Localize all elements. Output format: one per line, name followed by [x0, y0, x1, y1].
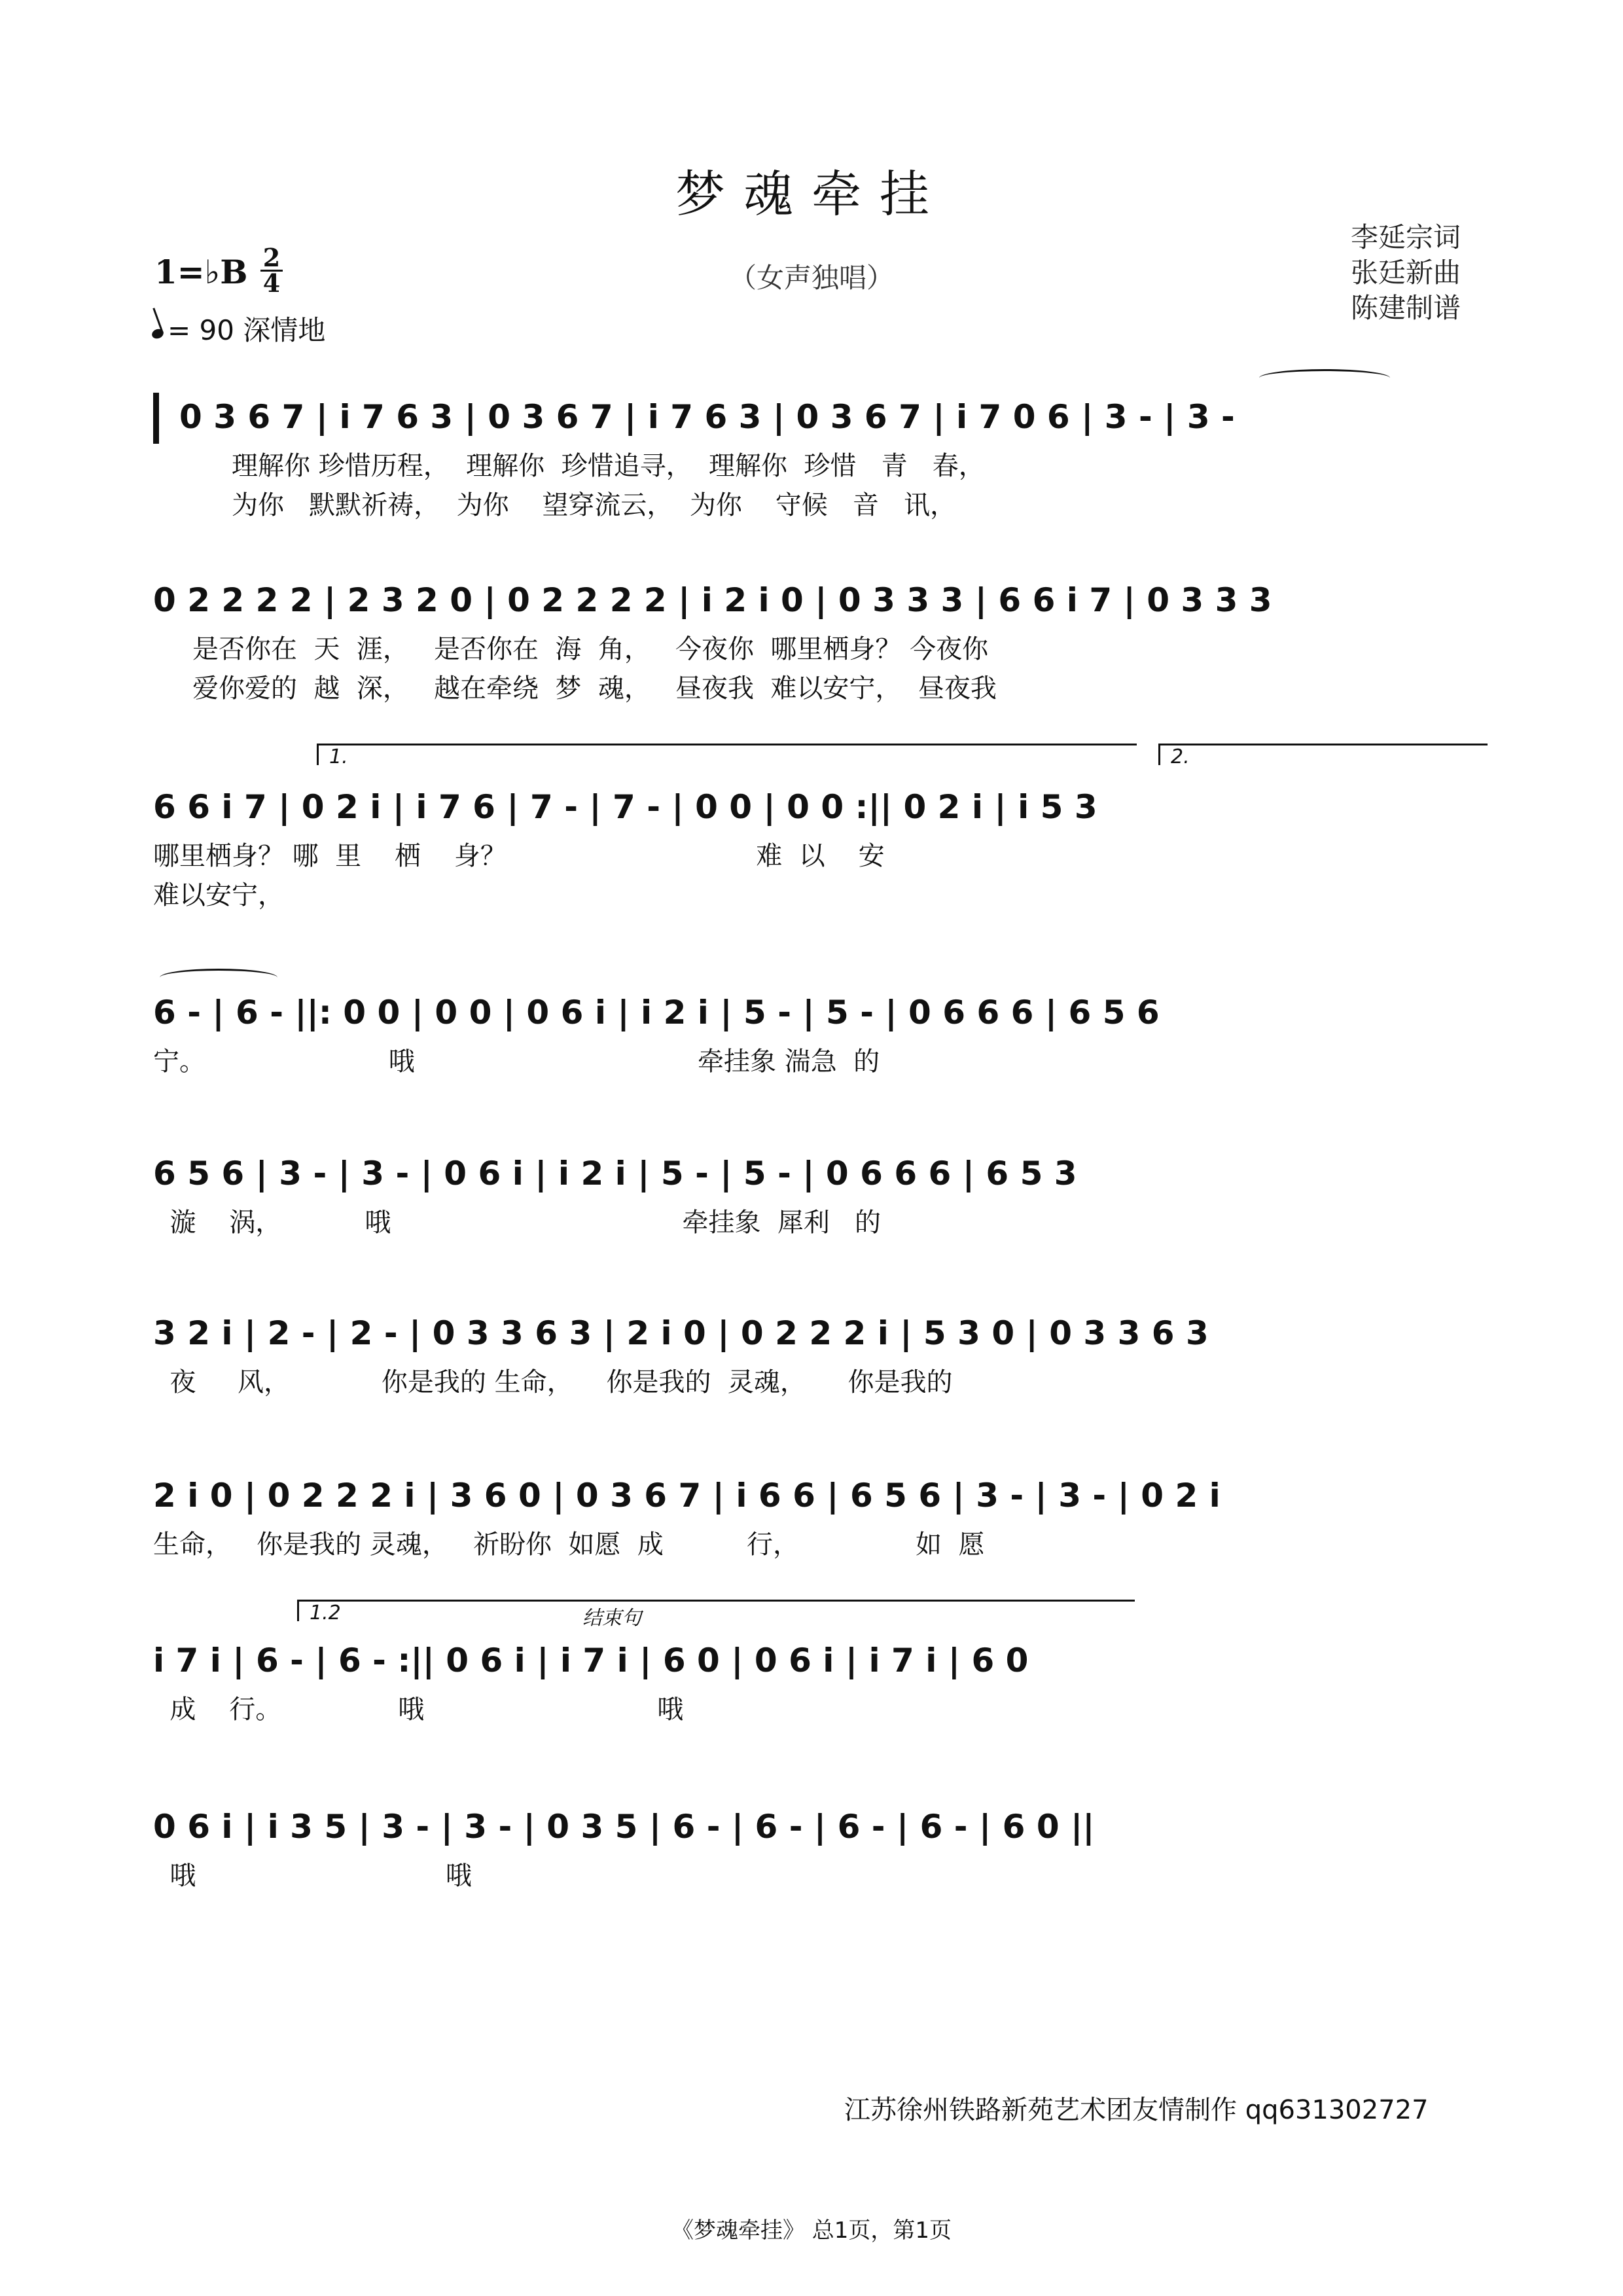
lyrics: 哦 哦 [153, 1861, 472, 1891]
lyrics: 成 行。 哦 哦 [153, 1695, 684, 1725]
ending-label: 1.2 [310, 1602, 341, 1624]
credits [1351, 220, 1461, 326]
staff-row-2 [153, 576, 1484, 704]
lyrics-verse-2: 爱你爱的 越 深， 越在牵绕 梦 魂， 昼夜我 难以安宁， 昼夜我 [192, 673, 997, 704]
quarter-note-icon [151, 327, 165, 340]
staff-row-7 [153, 1471, 1484, 1560]
song-title: 梦魂牵挂 [675, 165, 948, 223]
producer-credit: 江苏徐州铁路新苑艺术团友情制作 qq631302727 [844, 2095, 1429, 2125]
tie [160, 969, 277, 986]
time-signature [260, 243, 283, 298]
lyrics-verse-1: 哪里栖身？ 哪 里 栖 身？ 难 以 安 [153, 841, 885, 871]
composer-credit: 张廷新曲 [1350, 257, 1461, 289]
song-subtitle: （女声独唱） [728, 262, 894, 294]
page-number: 《梦魂牵挂》 总1页，第1页 [671, 2217, 952, 2244]
notes: 6 - | 6 - ||: 0 0 | 0 0 | 0 6 i | i 2 i | 5 - | 5 - | 0 6 6 6 | 6 5 6 [153, 994, 1160, 1031]
staff-row-9 [153, 1803, 1484, 1891]
lyrics: 生命， 你是我的 灵魂， 祈盼你 如愿 成 行， 如 愿 [153, 1530, 985, 1560]
staff-row-5 [153, 1149, 1484, 1238]
lyrics: 宁。 哦 牵挂象 湍急 的 [153, 1047, 880, 1077]
staff-row-4 [153, 988, 1484, 1077]
notes: 0 6 i | i 3 5 | 3 - | 3 - | 0 3 5 | 6 - | 6 - | 6 - | 6 - | 6 0 || [153, 1808, 1095, 1846]
coda-label: 结束句 [582, 1607, 641, 1630]
notes: 0 2 2 2 2 | 2 3 2 0 | 0 2 2 2 2 | i 2 i 0 | 0 3 3 3 | 6 6 i 7 | 0 3 3 3 [153, 581, 1272, 619]
lyrics-verse-1: 是否你在 天 涯， 是否你在 海 角， 今夜你 哪里栖身？ 今夜你 [192, 634, 989, 664]
staff-row-1 [153, 393, 1484, 520]
lyrics-verse-1: 理解你 珍惜历程， 理解你 珍惜追寻， 理解你 珍惜 青 春， [232, 451, 985, 481]
tempo-marking [152, 309, 325, 348]
staff-row-6 [153, 1309, 1484, 1397]
second-ending-label: 2. [1171, 745, 1190, 768]
notes: 2 i 0 | 0 2 2 2 i | 3 6 0 | 0 3 6 7 | i 6 6 | 6 5 6 | 3 - | 3 - | 0 2 i [153, 1477, 1221, 1515]
first-ending-bracket [317, 744, 1137, 768]
time-signature-bottom: 4 [262, 268, 281, 298]
time-signature-top: 2 [262, 243, 281, 272]
tempo-text: = 90 深情地 [168, 314, 326, 346]
arranger-credit: 陈建制谱 [1350, 292, 1461, 324]
first-ending-label: 1. [329, 745, 348, 768]
notes: 6 6 i 7 | 0 2 i | i 7 6 | 7 - | 7 - | 0 0 | 0 0 :|| 0 2 i | i 5 3 [153, 788, 1097, 826]
key-signature: 1=♭B [154, 253, 248, 291]
lyrics-verse-2: 难以安宁， [153, 880, 284, 910]
tie [1259, 369, 1390, 387]
lyricist-credit: 李延宗词 [1350, 221, 1461, 253]
coda-bracket [572, 1600, 1135, 1630]
lyrics: 夜 风， 你是我的 生命， 你是我的 灵魂， 你是我的 [153, 1367, 953, 1397]
notes: 3 2 i | 2 - | 2 - | 0 3 3 6 3 | 2 i 0 | 0 2 2 2 i | 5 3 0 | 0 3 3 6 3 [153, 1314, 1209, 1352]
staff-row-3 [153, 745, 1484, 910]
notes: 6 5 6 | 3 - | 3 - | 0 6 i | i 2 i | 5 - | 5 - | 0 6 6 6 | 6 5 3 [153, 1155, 1077, 1193]
repeat-start [153, 393, 159, 444]
second-ending-bracket [1158, 744, 1488, 768]
notes: 0 3 6 7 | i 7 6 3 | 0 3 6 7 | i 7 6 3 | 0 3 6 7 | i 7 0 6 | 3 - | 3 - [179, 398, 1235, 436]
lyrics: 漩 涡， 哦 牵挂象 犀利 的 [153, 1208, 882, 1238]
notes: i 7 i | 6 - | 6 - :|| 0 6 i | i 7 i | 6 0 | 0 6 i | i 7 i | 6 0 [153, 1641, 1029, 1679]
staff-row-8 [153, 1602, 1484, 1725]
lyrics-verse-2: 为你 默默祈祷， 为你 望穿流云， 为你 守候 音 讯， [232, 490, 957, 520]
